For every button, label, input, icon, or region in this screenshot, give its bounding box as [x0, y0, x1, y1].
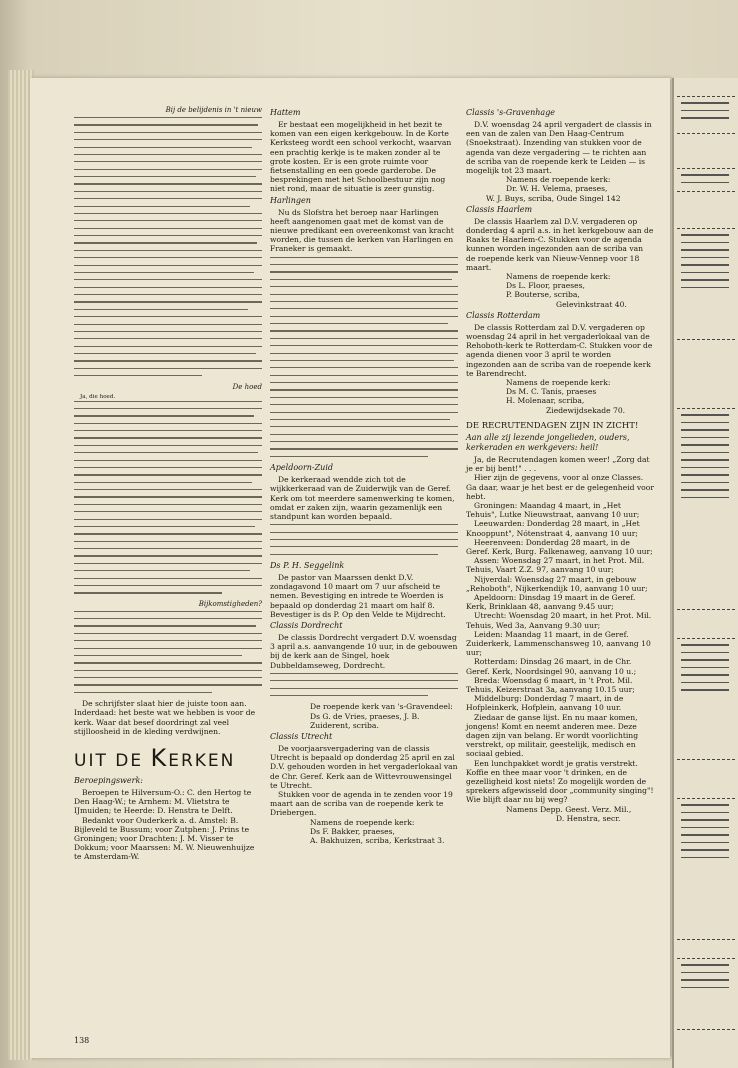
recruten-heading: DE RECRUTENDAGEN ZIJN IN ZICHT!	[466, 420, 639, 431]
rotterdam-signature-4: Ziedewijdsekade 70.	[546, 405, 626, 415]
schedule-item: Leeuwarden: Donderdag 28 maart, in „Het Knooppunt", Nótenstraat 4, aanvang 10 uur;	[466, 519, 640, 538]
harlingen-continued	[270, 257, 458, 457]
closing-paragraph: De schrijfster slaat hier de juiste toon aan. Inderdaad: het beste wat we hebben is voor de kerk. Waar dat besef doordringt zal veel stijlloosheid in de kleding verdwijnen.	[74, 699, 256, 736]
apeldoorn-text: De kerkeraad wendde zich tot de wijkkerkeraad van de Zuiderwijk van de Geref. Kerk om tot meerdere samenwerking te komen, omdat er zaken zijn, waarin gezamenlijk een standpunt kan worden bepaald.	[270, 475, 455, 521]
schedule-item: Utrecht: Woensdag 20 maart, in het Prot. Mil. Tehuis, Wed 3a, Aanvang 9.30 uur;	[466, 611, 652, 630]
magazine-page	[30, 78, 670, 1058]
title-part-1: UIT DE	[74, 751, 151, 772]
utrecht-heading: Classis Utrecht	[270, 731, 333, 741]
title-part-2: ERKEN	[168, 751, 236, 772]
schedule-item: Heerenveen: Donderdag 28 maart, in de Geref. Kerk, Burg. Falkenaweg, aanvang 10 uur;	[466, 537, 653, 556]
rotterdam-signature-2: Ds M. C. Tanis, praeses	[506, 387, 597, 397]
haarlem-signature-1: Namens de roepende kerk:	[506, 272, 611, 282]
bedankt-text: Bedankt voor Ouderkerk a. d. Amstel: B. Bijleveld te Bussum; voor Zutphen: J. Prins te Groningen; voor Drachten: J. M. Visser te Dokkum; voor Maarssen: M. W. Nieuwenhuijze te Amsterdam-W.	[74, 815, 255, 862]
harlingen-heading: Harlingen	[270, 195, 311, 205]
adjacent-page-box	[677, 168, 735, 192]
schedule-item: Apeldoorn: Dinsdag 19 maart in de Geref. Kerk, Brinklaan 48, aanvang 9.45 uur;	[466, 592, 636, 612]
adjacent-page-box	[677, 638, 735, 760]
utrecht-signature-2: Ds F. Bakker, praeses,	[310, 826, 395, 836]
recruten-text-4: Een lunchpakket wordt je gratis verstrekt. Koffie en thee maar voor 't drinken, en de gezelligheid kost niets! Zo mogelijk worden de sprekers afgewisseld door „community singing"! Wie blijft daar nu bij weg?	[466, 758, 654, 805]
adjacent-page-box	[677, 958, 735, 1030]
gravenhage-text: D.V. woensdag 24 april vergadert de classis in een van de zalen van Den Haag-Centrum (Snoekstraat). Inzending van stukken voor de agenda van deze vergadering — te richten aan de scriba van de roepende kerk te Leiden — is mogelijk tot 23 maart.	[466, 120, 652, 176]
recruten-text-2: Hier zijn de gegevens, voor al onze Classes. Ga daar, waar je het best er de gelegenheid voor hebt.	[466, 473, 654, 501]
dordrecht-signature: De roepende kerk van 's-Gravendeel: Ds G. de Vries, praeses, J. B. Zuiderent, scriba.	[310, 702, 453, 730]
section-title-uit-de-kerken	[74, 744, 262, 772]
hoed-intro: Ja, die hoed.	[80, 393, 116, 400]
utrecht-signature-1: Namens de roepende kerk:	[310, 817, 415, 827]
adjacent-page-box	[677, 96, 735, 134]
small-print-block-3	[74, 611, 262, 693]
schedule-item: Rotterdam: Dinsdag 26 maart, in de Chr. Geref. Kerk, Noordsingel 90, aanvang 10 u.;	[466, 657, 637, 676]
section-heading-hoed: De hoed	[232, 382, 262, 391]
utrecht-signature-3: A. Bakhuizen, scriba, Kerkstraat 3.	[310, 836, 445, 845]
harlingen-text: Nu ds Slofstra het beroep naar Harlingen heeft aangenomen gaat met de komst van de nieuwe predikant een overeenkomst van kracht worden, die tussen de kerken van Harlingen en Franeker is gemaakt.	[270, 207, 454, 254]
dordrecht-heading: Classis Dordrecht	[270, 621, 343, 631]
adjacent-page-box	[677, 228, 735, 340]
dordrecht-continued	[270, 673, 458, 696]
apeldoorn-continued	[270, 524, 458, 555]
recruten-intro: Aan alle zij lezende jongelieden, ouders, kerkeraden en werkgevers: heil!	[466, 432, 630, 452]
hattem-heading: Hattem	[270, 108, 301, 117]
haarlem-text: De classis Haarlem zal D.V. vergaderen op donderdag 4 april a.s. in het kerkgebouw aan de Raaks te Haarlem-C. Stukken voor de agenda kunnen worden ingezonden aan de scriba van de roepende kerk van Nieuw-Vennep voor 18 maart.	[466, 216, 654, 272]
schedule-list	[466, 501, 654, 713]
adjacent-page-box	[677, 408, 735, 610]
schedule-item: Nijverdal: Woensdag 27 maart, in gebouw „Rehoboth", Nijkerkendijk 10, aanvang 10 uur;	[466, 574, 648, 593]
schedule-item: Leiden: Maandag 11 maart, in de Geref. Zuiderkerk, Lammenschansweg 10, aanvang 10 uur;	[466, 629, 651, 658]
recruten-text-3: Ziedaar de ganse lijst. En nu maar komen, jongens! Komt en neemt anderen mee. Deze dagen zijn van belang. Er wordt voorlichting verstrekt, op militair, geestelijk, medisch en sociaal gebied.	[466, 712, 639, 759]
haarlem-signature-2: Ds L. Floor, praeses,	[506, 281, 585, 291]
beroepingswerk-heading: Beroepingswerk:	[74, 776, 143, 786]
dordrecht-text: De classis Dordrecht vergadert D.V. woensdag 3 april a.s. aanvangende 10 uur, in de gebouwen bij de kerk aan de Singel, hoek Dubbeldamseweg, Dordrecht.	[270, 633, 458, 670]
utrecht-text: De voorjaarsvergadering van de classis Utrecht is bepaald op donderdag 25 april en zal D.V. gehouden worden in het vergaderlokaal van de Chr. Geref. Kerk aan de Wittevrouwensingel te Utrecht.	[270, 743, 458, 790]
rotterdam-signature-1: Namens de roepende kerk:	[506, 378, 611, 388]
adjacent-page-box	[677, 798, 735, 940]
column-right	[466, 106, 654, 823]
column-left	[74, 106, 262, 862]
rotterdam-heading: Classis Rotterdam	[466, 310, 541, 320]
gravenhage-signature-1: Namens de roepende kerk:	[506, 175, 611, 185]
gravenhage-signature-2: Dr. W. H. Velema, praeses,	[506, 184, 608, 194]
adjacent-page-edge	[672, 78, 738, 1068]
haarlem-signature-3: P. Bouterse, scriba,	[506, 290, 580, 300]
seggelink-text: De pastor van Maarssen denkt D.V. zondagavond 10 maart om 7 uur afscheid te nemen. Bevestiging en intrede te Woerden is bepaald op donderdag 21 maart om half 8. Bevestiger is ds P. Op den Velde te Mijdrecht.	[270, 573, 446, 619]
recruten-signature-2: D. Henstra, secr.	[556, 813, 621, 823]
rotterdam-signature-3: H. Molenaar, scriba,	[506, 396, 585, 406]
schedule-item: Assen: Woensdag 27 maart, in het Prot. Mil. Tehuis, Vaart Z.Z. 97, aanvang 10 uur;	[466, 556, 645, 575]
small-print-block-2	[74, 401, 262, 594]
rotterdam-text: De classis Rotterdam zal D.V. vergaderen op woensdag 24 april in het vergaderlokaal van de Rehoboth-kerk te Rotterdam-C. Stukken voor de agenda dienen voor 3 april te worden ingezonden aan de scriba van de roepende kerk te Barendrecht.	[466, 322, 653, 378]
apeldoorn-heading: Apeldoorn-Zuid	[270, 463, 334, 473]
beroepen-text: Beroepen te Hilversum-O.: C. den Hertog te Den Haag-W.; te Arnhem: M. Vlietstra te IJmuiden; te Heerde: D. Henstra te Delft.	[74, 788, 252, 816]
section-heading-bijkomstigheden: Bijkomstigheden?	[198, 599, 262, 608]
gravenhage-signature-3: W. J. Buys, scriba, Oude Singel 142	[486, 193, 621, 203]
seggelink-heading: Ds P. H. Seggelink	[270, 561, 345, 571]
hattem-text: Er bestaat een mogelijkheid in het bezit te komen van een eigen kerkgebouw. In de Korte Kerksteeg wordt een school verkocht, waarvan een prachtig kerkje is te maken zonder al te grote kosten. Er is een grote ruimte voor fietsenstalling en een goede garderobe. De besprekingen met het Schoolbestuur zijn nog niet rond, maar de situatie is zeer gunstig.	[270, 120, 452, 194]
gravenhage-heading: Classis 's-Gravenhage	[466, 108, 556, 117]
schedule-item: Breda: Woensdag 6 maart, in 't Prot. Mil. Tehuis, Keizerstraat 3a, aanvang 10.15 uur;	[466, 675, 635, 694]
haarlem-heading: Classis Haarlem	[466, 204, 533, 214]
schedule-item: Groningen: Maandag 4 maart, in „Het Tehuis", Lutke Nieuwstraat, aanvang 10 uur;	[466, 500, 640, 520]
recruten-signature-1: Namens Depp. Geest. Verz. Mil.,	[506, 804, 632, 814]
title-initial: K	[150, 744, 169, 773]
page-number: 138	[74, 1036, 90, 1045]
utrecht-text-2: Stukken voor de agenda in te zenden voor 19 maart aan de scriba van de roepende kerk te Driebergen.	[270, 789, 453, 818]
schedule-item: Middelburg: Donderdag 7 maart, in de Hofpleinkerk, Hofplein, aanvang 10 uur.	[466, 694, 624, 713]
haarlem-signature-4: Gelevinkstraat 40.	[556, 299, 627, 309]
recruten-text-1: Ja, de Recrutendagen komen weer! „Zorg dat je er bij bent!" . . .	[466, 454, 650, 474]
small-print-block-1	[74, 117, 262, 376]
column-middle	[270, 106, 458, 845]
article-header: Bij de belijdenis in 't nieuw	[165, 106, 262, 114]
